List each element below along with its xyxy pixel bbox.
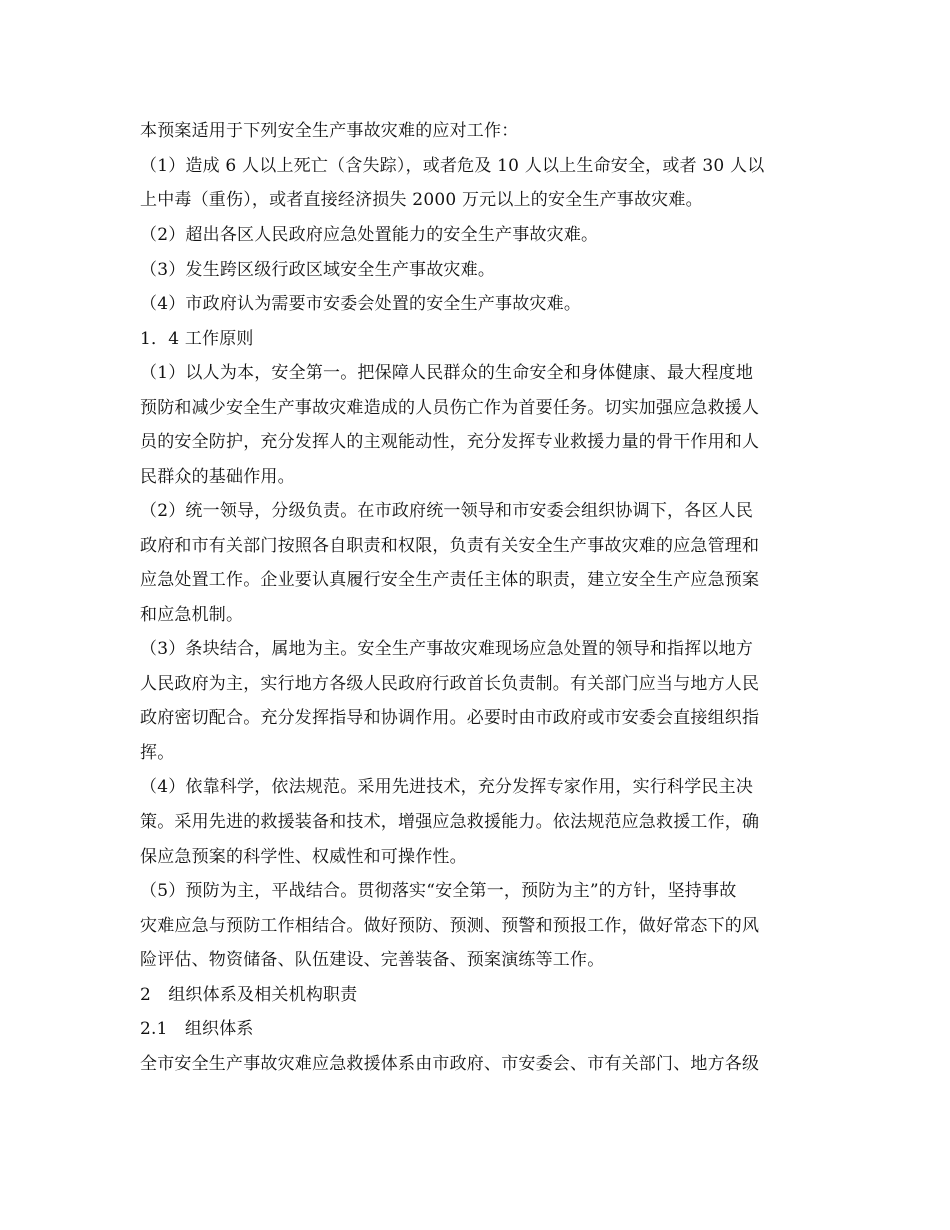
text-line: （4）市政府认为需要市安委会处置的安全生产事故灾难。 [140,294,582,314]
text-line: 员的安全防护，充分发挥人的主观能动性，充分发挥专业救援力量的骨干作用和人 [140,432,760,452]
text-line: 和应急机制。 [140,605,244,625]
text-line: 险评估、物资储备、队伍建设、完善装备、预案演练等工作。 [140,950,605,970]
text-line: （5）预防为主，平战结合。贯彻落实“安全第一，预防为主”的方针，坚持事故 [140,881,737,901]
text-line: 应急处置工作。企业要认真履行安全生产责任主体的职责，建立安全生产应急预案 [140,570,760,590]
text-line: 保应急预案的科学性、权威性和可操作性。 [140,847,467,867]
text-line: （1）造成 6 人以上死亡（含失踪），或者危及 10 人以上生命安全，或者 30 人以 [140,156,765,176]
text-line: 全市安全生产事故灾难应急救援体系由市政府、市安委会、市有关部门、地方各级 [140,1054,760,1074]
text-line: （2）统一领导，分级负责。在市政府统一领导和市安委会组织协调下，各区人民 [140,501,754,521]
text-line: 上中毒（重伤），或者直接经济损失 2000 万元以上的安全生产事故灾难。 [140,190,703,210]
text-line: 挥。 [140,743,175,763]
text-line: 政府和市有关部门按照各自职责和权限，负责有关安全生产事故灾难的应急管理和 [140,536,760,556]
text-line: （3）条块结合，属地为主。安全生产事故灾难现场应急处置的领导和指挥以地方 [140,639,754,659]
text-line: 灾难应急与预防工作相结合。做好预防、预测、预警和预报工作，做好常态下的风 [140,916,760,936]
text-line: 策。采用先进的救援装备和技术，增强应急救援能力。依法规范应急救援工作，确 [140,812,760,832]
subsection-heading: 2.1 组织体系 [140,1019,254,1039]
text-line: （1）以人为本，安全第一。把保障人民群众的生命安全和身体健康、最大程度地 [140,363,754,383]
text-line: 人民政府为主，实行地方各级人民政府行政首长负责制。有关部门应当与地方人民 [140,674,760,694]
section-heading: 1．4 工作原则 [140,329,254,349]
text-line: （2）超出各区人民政府应急处置能力的安全生产事故灾难。 [140,225,599,245]
text-line: （3）发生跨区级行政区域安全生产事故灾难。 [140,260,496,280]
text-line: （4）依靠科学，依法规范。采用先进技术，充分发挥专家作用，实行科学民主决 [140,777,754,797]
text-line: 预防和减少安全生产事故灾难造成的人员伤亡作为首要任务。切实加强应急救援人 [140,398,760,418]
text-line: 民群众的基础作用。 [140,467,295,487]
text-line: 政府密切配合。充分发挥指导和协调作用。必要时由市政府或市安委会直接组织指 [140,708,760,728]
text-line: 本预案适用于下列安全生产事故灾难的应对工作： [140,121,519,141]
section-heading: 2 组织体系及相关机构职责 [140,985,358,1005]
